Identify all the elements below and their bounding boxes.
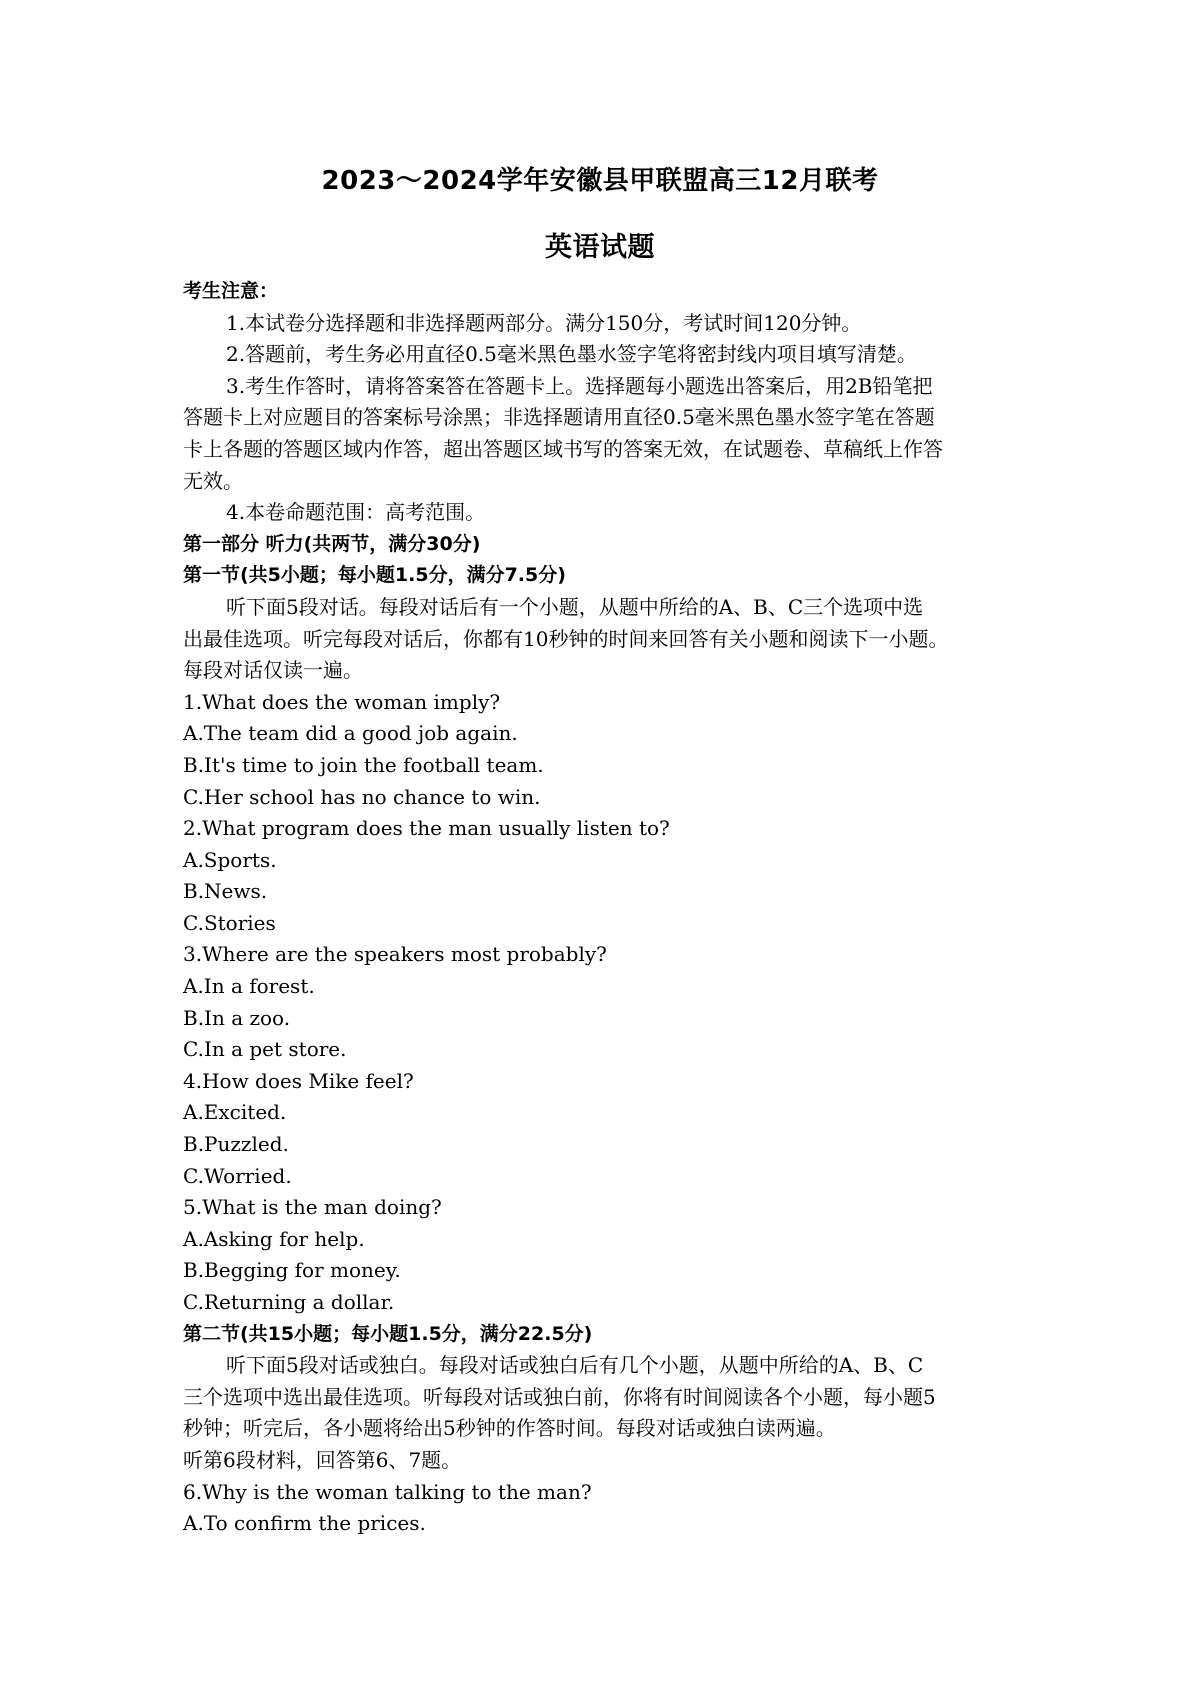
notice-heading: 考生注意： [183, 280, 279, 302]
question-6: 6.Why is the woman talking to the man? [183, 1479, 592, 1504]
exam-subtitle: 英语试题 [545, 232, 655, 263]
question-1-option-a: A.The team did a good job again. [183, 721, 518, 746]
notice-item-1: 1.本试卷分选择题和非选择题两部分。满分150分，考试时间120分钟。 [226, 310, 862, 335]
question-2-option-a: A.Sports. [183, 847, 277, 872]
question-2: 2.What program does the man usually listen to? [183, 816, 670, 841]
notice-item-3-line-3: 卡上各题的答题区域内作答，超出答题区域书写的答案无效，在试题卷、草稿纸上作答 [183, 436, 943, 461]
notice-item-3-line-1: 3.考生作答时，请将答案答在答题卡上。选择题每小题选出答案后，用2B铅笔把 [226, 373, 933, 398]
section-1-instructions-line-2: 出最佳选项。听完每段对话后，你都有10秒钟的时间来回答有关小题和阅读下一小题。 [183, 626, 949, 651]
notice-item-3-line-4: 无效。 [183, 468, 243, 493]
question-1: 1.What does the woman imply? [183, 689, 501, 714]
part-1-heading: 第一部分 听力(共两节，满分30分) [183, 532, 481, 555]
question-6-option-a: A.To confirm the prices. [183, 1511, 426, 1536]
question-2-option-c: C.Stories [183, 910, 276, 935]
question-1-option-b: B.It's time to join the football team. [183, 752, 544, 777]
question-5-option-c: C.Returning a dollar. [183, 1290, 395, 1314]
question-1-option-c: C.Her school has no chance to win. [183, 784, 541, 809]
material-6-label: 听第6段材料，回答第6、7题。 [183, 1447, 462, 1472]
question-5-option-a: A.Asking for help. [183, 1226, 365, 1251]
question-5: 5.What is the man doing? [183, 1195, 442, 1220]
section-2-heading: 第二节(共15小题；每小题1.5分，满分22.5分) [183, 1322, 593, 1345]
exam-title: 2023～2024学年安徽县甲联盟高三12月联考 [321, 166, 879, 196]
question-3-option-b: B.In a zoo. [183, 1005, 291, 1030]
notice-item-2: 2.答题前，考生务必用直径0.5毫米黑色墨水签字笔将密封线内项目填写清楚。 [226, 342, 917, 367]
question-4: 4.How does Mike feel? [183, 1068, 414, 1093]
section-1-heading: 第一节(共5小题；每小题1.5分，满分7.5分) [183, 564, 566, 587]
notice-item-4: 4.本卷命题范围：高考范围。 [226, 500, 486, 525]
question-4-option-b: B.Puzzled. [183, 1132, 289, 1157]
section-1-instructions-line-1: 听下面5段对话。每段对话后有一个小题，从题中所给的A、B、C三个选项中选 [226, 594, 924, 619]
section-2-instructions-line-1: 听下面5段对话或独白。每段对话或独白后有几个小题，从题中所给的A、B、C [226, 1353, 924, 1378]
question-3: 3.Where are the speakers most probably? [183, 942, 607, 967]
question-4-option-c: C.Worried. [183, 1163, 292, 1188]
exam-content [183, 276, 1053, 1540]
question-5-option-b: B.Begging for money. [183, 1258, 401, 1283]
section-2-instructions-line-3: 秒钟；听完后，各小题将给出5秒钟的作答时间。每段对话或独白读两遍。 [183, 1416, 836, 1441]
section-1-instructions-line-3: 每段对话仅读一遍。 [183, 658, 363, 683]
question-4-option-a: A.Excited. [183, 1100, 287, 1125]
notice-item-3-line-2: 答题卡上对应题目的答案标号涂黑；非选择题请用直径0.5毫米黑色墨水签字笔在答题 [183, 405, 935, 430]
question-2-option-b: B.News. [183, 879, 268, 904]
question-3-option-c: C.In a pet store. [183, 1037, 347, 1062]
section-2-instructions-line-2: 三个选项中选出最佳选项。听每段对话或独白前，你将有时间阅读各个小题，每小题5 [183, 1384, 936, 1409]
question-3-option-a: A.In a forest. [183, 974, 315, 999]
